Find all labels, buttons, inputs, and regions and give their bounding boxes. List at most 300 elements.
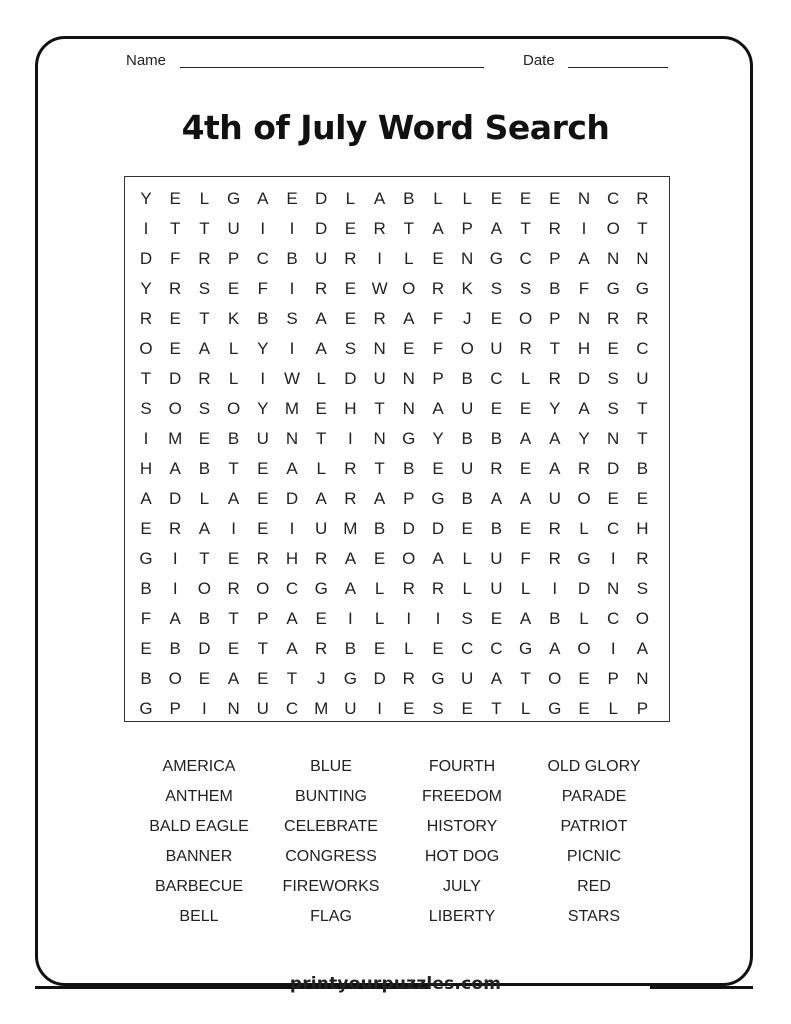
grid-letter: B xyxy=(227,429,240,448)
grid-letter: I xyxy=(231,519,236,538)
grid-letter: R xyxy=(315,549,328,568)
grid-letter: U xyxy=(461,459,474,478)
word-item: HISTORY xyxy=(426,818,498,835)
grid-letter: I xyxy=(289,519,295,538)
grid-letter: R xyxy=(490,459,503,478)
grid-letter: O xyxy=(635,609,649,628)
grid-letter: R xyxy=(344,459,357,478)
grid-letter: E xyxy=(257,519,269,538)
word-item: CONGRESS xyxy=(285,848,377,865)
grid-letter: E xyxy=(432,459,444,478)
word-item: BALD EAGLE xyxy=(149,818,249,835)
grid-letter: B xyxy=(257,309,269,328)
grid-letter: F xyxy=(578,279,590,298)
grid-letter: P xyxy=(403,489,415,508)
word-item: PATRIOT xyxy=(560,818,628,835)
grid-letter: G xyxy=(139,699,153,718)
grid-letter: D xyxy=(169,369,182,388)
grid-letter: T xyxy=(549,339,560,358)
grid-letter: T xyxy=(286,669,298,688)
grid-letter: M xyxy=(314,699,329,718)
grid-letter: W xyxy=(371,279,388,298)
grid-letter: R xyxy=(431,579,445,598)
grid-letter: L xyxy=(608,699,618,718)
grid-letter: R xyxy=(636,549,649,568)
grid-letter: I xyxy=(172,579,178,598)
grid-letter: F xyxy=(432,309,444,328)
grid-letter: D xyxy=(315,189,328,208)
grid-letter: N xyxy=(373,429,386,448)
grid-letter: R xyxy=(315,639,328,658)
grid-letter: N xyxy=(636,669,649,688)
grid-letter: E xyxy=(198,669,211,688)
grid-letter: T xyxy=(403,219,414,238)
word-item: FLAG xyxy=(310,908,352,925)
grid-letter: O xyxy=(548,669,562,688)
letter-grid xyxy=(124,176,670,722)
grid-letter: E xyxy=(373,639,386,658)
grid-letter: Y xyxy=(432,429,444,448)
grid-letter: T xyxy=(520,219,531,238)
grid-letter: O xyxy=(139,339,153,358)
grid-row xyxy=(125,424,671,454)
grid-letter: E xyxy=(636,489,649,508)
grid-letter: I xyxy=(610,549,616,568)
grid-letter: B xyxy=(461,429,473,448)
grid-letter: Y xyxy=(257,339,269,358)
grid-letter: L xyxy=(199,189,210,208)
grid-letter: S xyxy=(198,399,211,418)
grid-letter: O xyxy=(577,639,591,658)
grid-letter: A xyxy=(490,489,503,508)
grid-letter: A xyxy=(432,219,444,238)
grid-letter: E xyxy=(169,339,181,358)
grid-letter: L xyxy=(520,699,531,718)
grid-letter: E xyxy=(490,399,503,418)
grid-letter: O xyxy=(226,399,241,418)
grid-letter: A xyxy=(286,609,298,628)
grid-letter: R xyxy=(548,549,561,568)
word-item: FREEDOM xyxy=(422,788,502,805)
grid-letter: O xyxy=(168,399,182,418)
grid-letter: N xyxy=(227,699,240,718)
grid-letter: E xyxy=(140,639,152,658)
grid-letter: N xyxy=(402,369,415,388)
grid-letter: D xyxy=(431,519,445,538)
grid-letter: E xyxy=(403,699,415,718)
grid-letter: A xyxy=(373,489,386,508)
grid-letter: T xyxy=(140,369,152,388)
grid-letter: O xyxy=(256,579,270,598)
grid-letter: R xyxy=(198,369,211,388)
grid-letter: O xyxy=(577,489,591,508)
grid-letter: B xyxy=(403,459,415,478)
grid-row xyxy=(125,514,671,544)
grid-letter: A xyxy=(432,399,444,418)
word-item: HOT DOG xyxy=(424,848,500,865)
grid-letter: E xyxy=(257,489,269,508)
grid-letter: E xyxy=(519,519,532,538)
grid-letter: I xyxy=(143,429,149,448)
grid-letter: E xyxy=(403,339,415,358)
grid-letter: T xyxy=(199,549,210,568)
grid-letter: D xyxy=(577,579,591,598)
grid-letter: T xyxy=(374,399,385,418)
grid-row xyxy=(125,484,671,514)
word-item: PARADE xyxy=(561,788,627,805)
grid-letter: P xyxy=(636,699,649,718)
grid-letter: R xyxy=(373,309,386,328)
grid-letter: Y xyxy=(578,429,590,448)
grid-letter: P xyxy=(257,609,269,628)
grid-letter: E xyxy=(461,699,473,718)
grid-letter: N xyxy=(285,429,299,448)
grid-letter: G xyxy=(489,249,503,268)
grid-letter: O xyxy=(168,669,182,688)
grid-letter: I xyxy=(289,219,295,238)
grid-letter: L xyxy=(345,189,356,208)
grid-letter: E xyxy=(140,519,152,538)
grid-letter: S xyxy=(519,279,532,298)
word-item: BLUE xyxy=(310,758,352,775)
grid-letter: A xyxy=(432,549,444,568)
grid-letter: I xyxy=(202,699,207,718)
grid-letter: T xyxy=(374,459,385,478)
grid-letter: H xyxy=(344,399,357,418)
grid-letter: A xyxy=(519,609,532,628)
grid-letter: R xyxy=(636,309,649,328)
grid-letter: L xyxy=(374,579,385,598)
grid-letter: T xyxy=(228,609,239,628)
word-bank xyxy=(0,758,791,938)
grid-letter: E xyxy=(344,279,357,298)
grid-letter: I xyxy=(260,369,266,388)
grid-letter: A xyxy=(344,549,357,568)
grid-letter: A xyxy=(227,669,240,688)
grid-letter: A xyxy=(315,489,327,508)
grid-letter: C xyxy=(285,579,299,598)
grid-letter: H xyxy=(139,459,153,478)
date-label: Date xyxy=(523,52,555,69)
grid-letter: I xyxy=(172,549,178,568)
grid-letter: U xyxy=(344,699,357,718)
grid-letter: D xyxy=(139,249,153,268)
grid-row xyxy=(125,334,671,364)
grid-row xyxy=(125,604,671,634)
grid-letter: I xyxy=(610,639,616,658)
grid-letter: C xyxy=(490,639,503,658)
grid-letter: R xyxy=(548,219,561,238)
grid-letter: T xyxy=(520,669,531,688)
grid-letter: N xyxy=(636,249,649,268)
grid-letter: K xyxy=(461,279,473,298)
grid-letter: T xyxy=(199,309,210,328)
grid-letter: T xyxy=(315,429,327,448)
grid-letter: E xyxy=(490,309,503,328)
grid-row xyxy=(125,394,671,424)
date-line xyxy=(568,67,668,68)
grid-row xyxy=(125,244,671,274)
grid-letter: E xyxy=(519,399,532,418)
grid-letter: A xyxy=(636,639,649,658)
grid-letter: C xyxy=(285,699,299,718)
grid-row xyxy=(125,634,671,664)
grid-letter: B xyxy=(461,489,473,508)
grid-letter: R xyxy=(373,219,386,238)
word-item: RED xyxy=(577,878,611,895)
grid-letter: E xyxy=(432,249,444,268)
grid-letter: G xyxy=(226,189,241,208)
grid-letter: R xyxy=(577,459,591,478)
grid-letter: T xyxy=(491,699,502,718)
grid-row xyxy=(125,364,671,394)
word-item: BUNTING xyxy=(295,788,367,805)
word-item: BELL xyxy=(179,908,219,925)
grid-letter: C xyxy=(636,339,649,358)
grid-letter: I xyxy=(377,699,382,718)
grid-letter: T xyxy=(228,459,239,478)
grid-letter: E xyxy=(607,339,619,358)
grid-letter: L xyxy=(374,609,385,628)
grid-letter: O xyxy=(460,339,474,358)
grid-letter: T xyxy=(637,399,648,418)
grid-letter: G xyxy=(518,639,533,658)
grid-letter: E xyxy=(578,669,590,688)
grid-letter: T xyxy=(637,219,648,238)
grid-letter: A xyxy=(198,519,211,538)
grid-letter: A xyxy=(169,609,181,628)
grid-letter: G xyxy=(431,489,445,508)
grid-letter: A xyxy=(315,339,327,358)
grid-letter: F xyxy=(169,249,181,268)
grid-letter: F xyxy=(520,549,531,568)
grid-letter: A xyxy=(549,459,561,478)
grid-letter: E xyxy=(227,639,240,658)
grid-letter: F xyxy=(432,339,444,358)
grid-letter: E xyxy=(257,459,269,478)
grid-letter: R xyxy=(169,279,182,298)
grid-letter: D xyxy=(315,219,328,238)
grid-letter: P xyxy=(432,369,444,388)
grid-letter: S xyxy=(461,609,473,628)
grid-letter: S xyxy=(636,579,649,598)
grid-letter: S xyxy=(432,699,444,718)
grid-letter: N xyxy=(373,339,386,358)
grid-letter: C xyxy=(607,189,620,208)
grid-letter: E xyxy=(607,489,619,508)
grid-letter: O xyxy=(402,279,416,298)
grid-letter: B xyxy=(344,639,357,658)
grid-letter: A xyxy=(344,579,357,598)
grid-letter: R xyxy=(344,489,357,508)
grid-letter: U xyxy=(548,489,561,508)
grid-letter: E xyxy=(227,279,240,298)
grid-letter: A xyxy=(549,639,561,658)
grid-letter: I xyxy=(377,249,382,268)
grid-letter: T xyxy=(257,639,268,658)
grid-letter: B xyxy=(490,429,503,448)
grid-letter: G xyxy=(314,579,328,598)
grid-letter: L xyxy=(579,609,589,628)
grid-letter: B xyxy=(549,609,561,628)
grid-letter: A xyxy=(257,189,269,208)
grid-row xyxy=(125,304,671,334)
grid-letter: E xyxy=(578,699,590,718)
grid-row xyxy=(125,454,671,484)
grid-letter: A xyxy=(578,249,590,268)
grid-letter: N xyxy=(461,249,474,268)
grid-letter: E xyxy=(257,669,269,688)
grid-letter: U xyxy=(490,549,503,568)
grid-letter: D xyxy=(198,639,211,658)
grid-letter: B xyxy=(286,249,298,268)
grid-letter: E xyxy=(432,639,444,658)
grid-letter: B xyxy=(636,459,649,478)
word-item: BANNER xyxy=(165,848,233,865)
grid-letter: E xyxy=(490,609,503,628)
grid-letter: L xyxy=(228,369,239,388)
grid-letter: J xyxy=(462,309,472,328)
name-label: Name xyxy=(126,52,167,69)
grid-letter: A xyxy=(373,189,386,208)
grid-letter: E xyxy=(519,459,532,478)
grid-letter: U xyxy=(490,339,503,358)
grid-letter: L xyxy=(462,189,472,208)
grid-letter: E xyxy=(169,189,181,208)
grid-letter: E xyxy=(227,549,240,568)
word-item: STARS xyxy=(567,908,621,925)
grid-letter: A xyxy=(490,669,503,688)
grid-letter: T xyxy=(637,429,648,448)
grid-letter: C xyxy=(607,609,620,628)
grid-letter: B xyxy=(140,579,152,598)
grid-letter: I xyxy=(289,339,295,358)
grid-letter: S xyxy=(198,279,211,298)
grid-letter: B xyxy=(140,669,152,688)
grid-row xyxy=(125,664,671,694)
grid-letter: I xyxy=(435,609,441,628)
grid-letter: H xyxy=(636,519,649,538)
grid-row xyxy=(125,274,671,304)
grid-letter: G xyxy=(577,549,591,568)
word-item: OLD GLORY xyxy=(547,758,641,775)
grid-row xyxy=(125,544,671,574)
grid-letter: E xyxy=(286,189,298,208)
word-item: LIBERTY xyxy=(428,908,496,925)
grid-letter: A xyxy=(315,309,327,328)
grid-letter: B xyxy=(198,609,211,628)
grid-letter: Y xyxy=(549,399,561,418)
grid-letter: G xyxy=(635,279,649,298)
grid-letter: L xyxy=(433,189,443,208)
grid-letter: G xyxy=(431,669,445,688)
grid-letter: R xyxy=(315,279,328,298)
word-item: FIREWORKS xyxy=(282,878,380,895)
grid-letter: J xyxy=(316,669,326,688)
grid-letter: L xyxy=(316,459,326,478)
grid-letter: A xyxy=(286,639,298,658)
grid-letter: I xyxy=(348,429,353,448)
footer-site: printyourpuzzles.com xyxy=(289,974,502,994)
grid-letter: S xyxy=(140,399,152,418)
grid-letter: R xyxy=(227,579,240,598)
word-item: ANTHEM xyxy=(165,788,233,805)
grid-letter: Y xyxy=(140,279,152,298)
grid-letter: A xyxy=(490,219,503,238)
grid-letter: L xyxy=(316,369,326,388)
grid-letter: O xyxy=(402,549,416,568)
grid-letter: O xyxy=(197,579,211,598)
grid-letter: G xyxy=(139,549,153,568)
grid-letter: B xyxy=(461,369,473,388)
grid-letter: G xyxy=(606,279,620,298)
grid-letter: L xyxy=(199,489,210,508)
grid-letter: D xyxy=(607,459,620,478)
grid-letter: E xyxy=(315,399,327,418)
grid-letter: L xyxy=(228,339,239,358)
grid-letter: G xyxy=(548,699,562,718)
grid-letter: T xyxy=(199,219,210,238)
grid-letter: U xyxy=(315,249,328,268)
grid-letter: P xyxy=(549,309,561,328)
grid-letter: U xyxy=(227,219,240,238)
grid-letter: N xyxy=(607,429,620,448)
grid-letter: E xyxy=(490,189,503,208)
grid-letter: N xyxy=(577,309,591,328)
grid-letter: A xyxy=(140,489,152,508)
name-date-row xyxy=(0,52,791,74)
grid-row xyxy=(125,574,671,604)
grid-letter: A xyxy=(169,459,181,478)
grid-letter: I xyxy=(581,219,587,238)
grid-letter: T xyxy=(169,219,181,238)
grid-letter: S xyxy=(607,399,619,418)
grid-row xyxy=(125,184,671,214)
grid-letter: D xyxy=(577,369,591,388)
grid-letter: R xyxy=(169,519,182,538)
grid-letter: I xyxy=(289,279,295,298)
grid-letter: B xyxy=(549,279,561,298)
grid-letter: P xyxy=(549,249,561,268)
grid-letter: I xyxy=(552,579,558,598)
grid-letter: P xyxy=(169,699,181,718)
grid-letter: E xyxy=(344,309,357,328)
grid-letter: R xyxy=(402,669,415,688)
grid-letter: Y xyxy=(257,399,269,418)
grid-letter: Y xyxy=(140,189,152,208)
grid-letter: E xyxy=(198,429,211,448)
grid-letter: R xyxy=(636,189,649,208)
word-item: FOURTH xyxy=(428,758,496,775)
grid-letter: R xyxy=(198,249,211,268)
grid-letter: L xyxy=(579,519,589,538)
grid-letter: R xyxy=(519,339,532,358)
grid-letter: D xyxy=(373,669,386,688)
grid-letter: B xyxy=(490,519,503,538)
grid-letter: A xyxy=(403,309,415,328)
grid-letter: R xyxy=(139,309,153,328)
grid-letter: D xyxy=(344,369,357,388)
grid-letter: O xyxy=(518,309,533,328)
grid-letter: L xyxy=(520,579,531,598)
grid-letter: A xyxy=(227,489,240,508)
grid-letter: B xyxy=(403,189,415,208)
grid-letter: I xyxy=(143,219,149,238)
word-item: AMERICA xyxy=(162,758,236,775)
grid-letter: U xyxy=(461,669,474,688)
grid-letter: U xyxy=(256,429,269,448)
grid-letter: W xyxy=(283,369,301,388)
